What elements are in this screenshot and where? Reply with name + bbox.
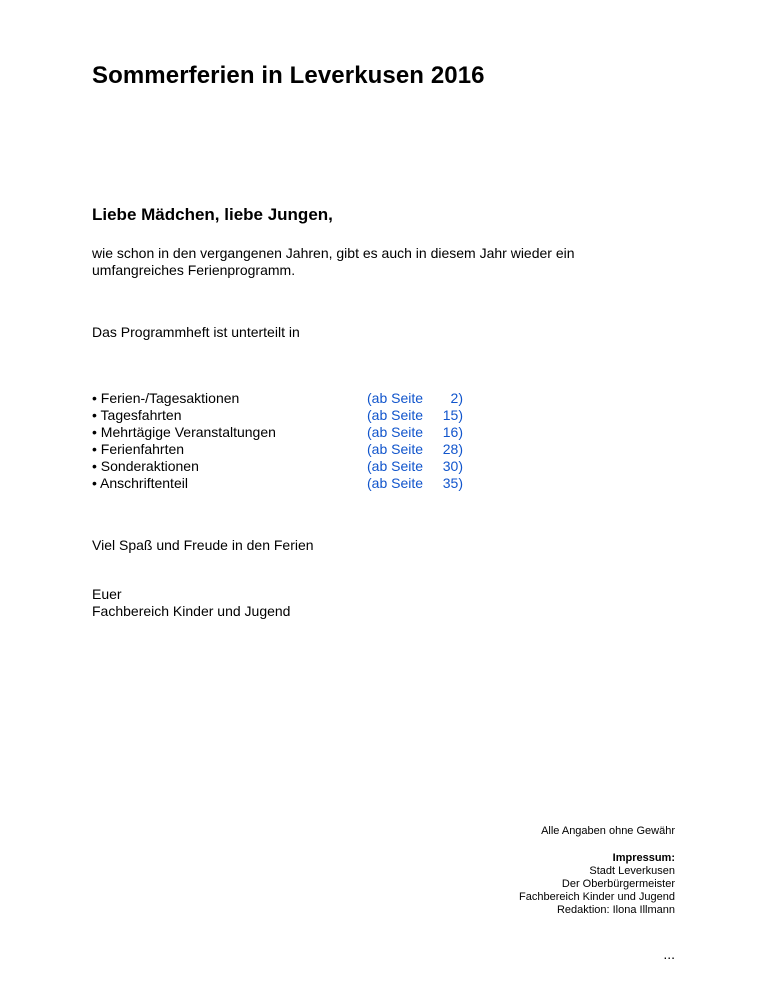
- toc-item: [0, 407, 768, 424]
- disclaimer: Alle Angaben ohne Gewähr: [541, 825, 675, 837]
- toc-item-label: • Tagesfahrten: [92, 407, 182, 423]
- toc-item: [0, 424, 768, 441]
- signature-department: Fachbereich Kinder und Jugend: [92, 603, 291, 619]
- toc-link-page: 16): [442, 424, 463, 440]
- intro-line: wie schon in den vergangenen Jahren, gibt es auch in diesem Jahr wieder ein: [92, 245, 575, 261]
- intro-line: umfangreiches Ferienprogramm.: [92, 262, 296, 278]
- toc-link-prefix: (ab Seite: [367, 458, 424, 474]
- toc-link-prefix: (ab Seite: [367, 441, 424, 457]
- toc-link-page: 30): [442, 458, 463, 474]
- toc-link-page: 2): [450, 390, 463, 406]
- signature-line: Euer: [92, 586, 122, 602]
- continuation-marker: ...: [663, 946, 675, 962]
- toc-link-prefix: (ab Seite: [367, 390, 424, 406]
- page-title: Sommerferien in Leverkusen 2016: [92, 62, 485, 89]
- toc-link-page: 15): [442, 407, 463, 423]
- toc-item-label: • Sonderaktionen: [92, 458, 199, 474]
- program-label: Das Programmheft ist unterteilt in: [92, 324, 300, 340]
- toc-link-page: 35): [442, 475, 463, 491]
- impressum-title: Impressum:: [612, 852, 675, 864]
- toc-item-label: • Ferien-/Tagesaktionen: [92, 390, 240, 406]
- toc-link-prefix: (ab Seite: [367, 407, 424, 423]
- toc-item: [0, 458, 768, 475]
- impressum-line: Stadt Leverkusen: [589, 865, 675, 877]
- toc-item-label: • Anschriftenteil: [92, 475, 188, 491]
- toc-link-prefix: (ab Seite: [367, 475, 424, 491]
- toc-link-page: 28): [442, 441, 463, 457]
- toc-item: [0, 390, 768, 407]
- toc-link-prefix: (ab Seite: [367, 424, 424, 440]
- impressum-line: Redaktion: Ilona Illmann: [556, 904, 675, 916]
- greeting-heading: Liebe Mädchen, liebe Jungen,: [92, 205, 333, 224]
- impressum-line: Fachbereich Kinder und Jugend: [519, 891, 675, 903]
- toc-item: [0, 475, 768, 492]
- closing-line: Viel Spaß und Freude in den Ferien: [92, 537, 314, 553]
- toc-item: [0, 441, 768, 458]
- toc-item-label: • Mehrtägige Veranstaltungen: [92, 424, 276, 440]
- toc-item-label: • Ferienfahrten: [92, 441, 185, 457]
- intro-paragraph: [92, 245, 575, 279]
- impressum-line: Der Oberbürgermeister: [561, 878, 675, 890]
